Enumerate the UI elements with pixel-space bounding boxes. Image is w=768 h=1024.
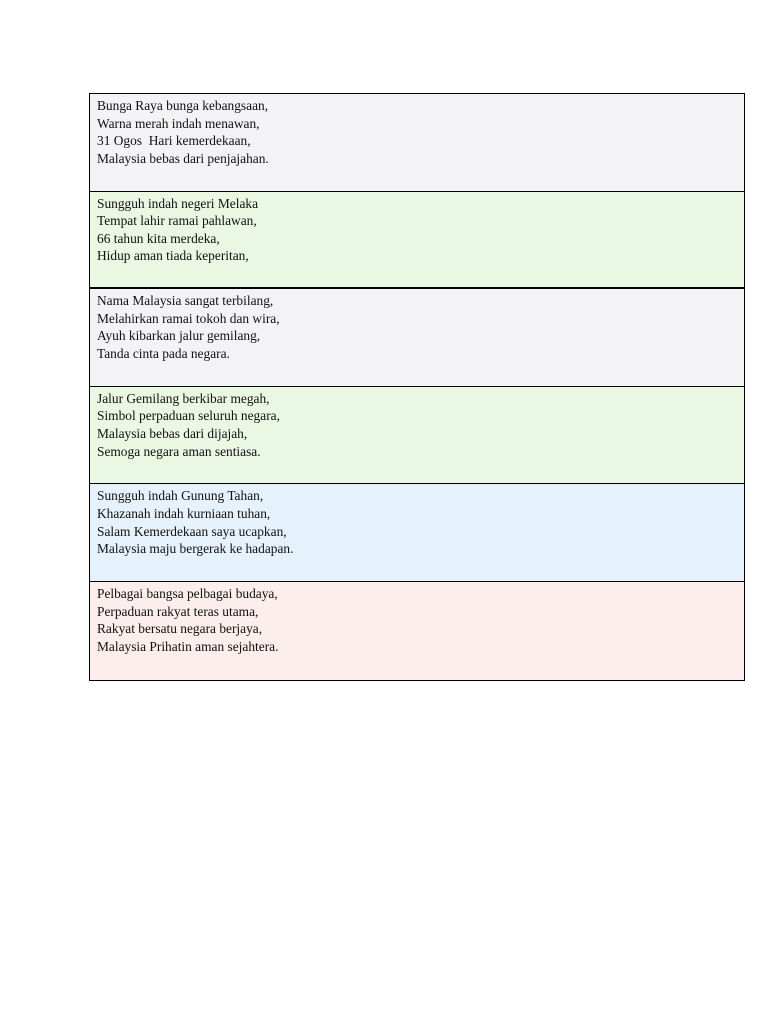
- verse-cell-1: [90, 94, 744, 192]
- verse-cell-3: [90, 289, 744, 387]
- verse-line: Nama Malaysia sangat terbilang,: [97, 293, 274, 309]
- verse-line: Semoga negara aman sentiasa.: [97, 443, 261, 459]
- verse-line: 66 tahun kita merdeka,: [97, 230, 220, 246]
- verse-line: Malaysia bebas dari penjajahan.: [97, 150, 269, 166]
- verse-table: [89, 93, 745, 681]
- verse-line: Hidup aman tiada keperitan,: [97, 248, 249, 264]
- verse-cell-2: [90, 192, 744, 290]
- verse-line: Tanda cinta pada negara.: [97, 345, 230, 361]
- verse-line: Warna merah indah menawan,: [97, 115, 260, 131]
- verse-line: Perpaduan rakyat teras utama,: [97, 603, 259, 619]
- verse-line: Malaysia Prihatin aman sejahtera.: [97, 638, 279, 654]
- verse-line: 31 Ogos Hari kemerdekaan,: [97, 133, 251, 149]
- verse-line: Melahirkan ramai tokoh dan wira,: [97, 310, 280, 326]
- verse-line: Sungguh indah negeri Melaka: [97, 195, 259, 211]
- verse-line: Malaysia bebas dari dijajah,: [97, 425, 248, 441]
- verse-cell-4: [90, 387, 744, 485]
- verse-line: Sungguh indah Gunung Tahan,: [97, 488, 264, 504]
- verse-line: Malaysia maju bergerak ke hadapan.: [97, 541, 294, 557]
- verse-line: Ayuh kibarkan jalur gemilang,: [97, 328, 261, 344]
- verse-line: Bunga Raya bunga kebangsaan,: [97, 98, 269, 113]
- verse-line: Simbol perpaduan seluruh negara,: [97, 408, 280, 424]
- verse-cell-5: [90, 484, 744, 582]
- verse-line: Tempat lahir ramai pahlawan,: [97, 213, 257, 229]
- verse-line: Rakyat bersatu negara berjaya,: [97, 621, 263, 637]
- verse-line: Pelbagai bangsa pelbagai budaya,: [97, 585, 278, 601]
- verse-line: Jalur Gemilang berkibar megah,: [97, 390, 270, 406]
- verse-cell-6: [90, 582, 744, 680]
- verse-line: Khazanah indah kurniaan tuhan,: [97, 505, 271, 521]
- verse-line: Salam Kemerdekaan saya ucapkan,: [97, 523, 287, 539]
